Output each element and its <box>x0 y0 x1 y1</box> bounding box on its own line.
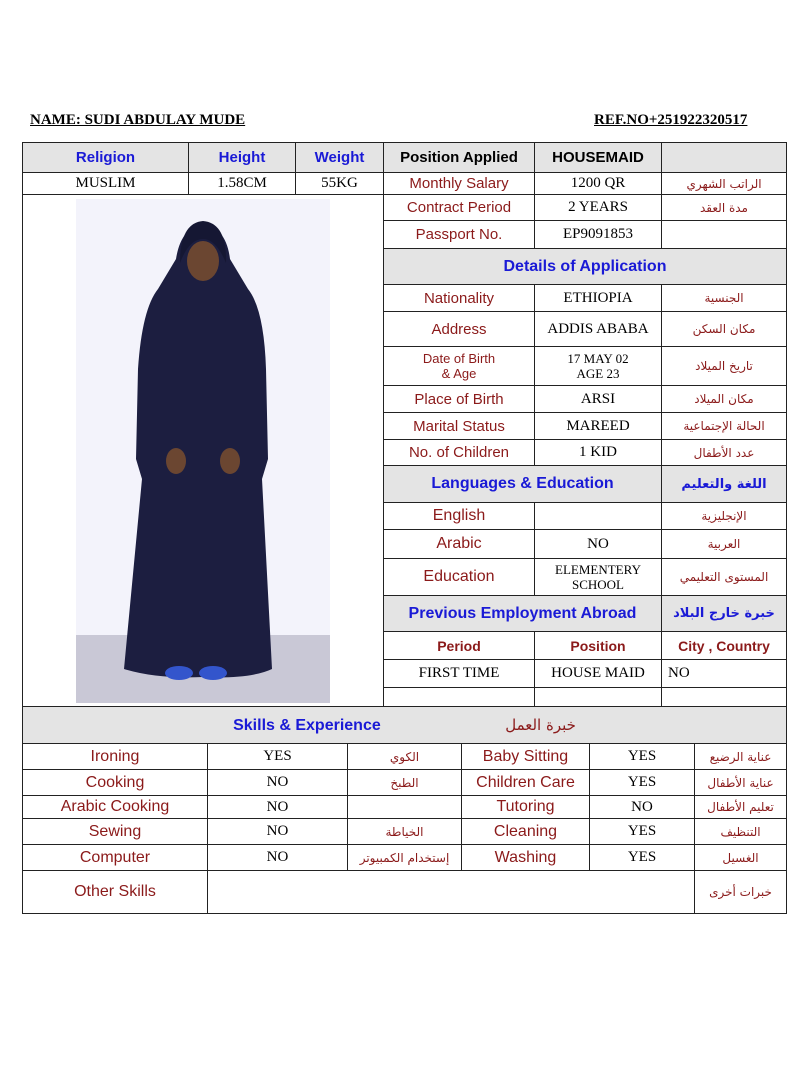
nationality-label: Nationality <box>384 285 535 312</box>
skills-header <box>23 707 787 744</box>
monthly-salary-arabic: الراتب الشهري <box>662 173 787 195</box>
english-label: English <box>384 503 535 530</box>
english-value <box>535 503 662 530</box>
skill-right-label: Tutoring <box>462 796 590 819</box>
height-value: 1.58CM <box>189 173 296 195</box>
skills-row <box>23 819 787 845</box>
skill-right-label: Baby Sitting <box>462 744 590 770</box>
contract-period-label: Contract Period <box>384 195 535 221</box>
other-skills-arabic: خبرات أخرى <box>695 871 787 914</box>
employment-city-header: City , Country <box>662 632 787 660</box>
skill-left-value: NO <box>208 770 348 796</box>
skill-left-label: Cooking <box>23 770 208 796</box>
skill-right-arabic: عناية الرضيع <box>695 744 787 770</box>
dob-label-line1: Date of Birth <box>422 351 496 366</box>
employment-title-arabic: خبرة خارج البلاد <box>662 596 787 632</box>
skills-table <box>22 706 787 914</box>
skill-left-label: Ironing <box>23 744 208 770</box>
monthly-salary-value: 1200 QR <box>535 173 662 195</box>
skills-row <box>23 796 787 819</box>
skill-right-arabic: الغسيل <box>695 845 787 871</box>
skill-left-arabic: إستخدام الكمبيوتر <box>348 845 462 871</box>
languages-title: Languages & Education <box>384 466 662 503</box>
employment-period-value: FIRST TIME <box>384 660 535 688</box>
marital-arabic: الحالة الإجتماعية <box>662 413 787 440</box>
skills-row <box>23 770 787 796</box>
employment-city-value: NO <box>662 660 787 688</box>
skills-row <box>23 845 787 871</box>
religion-label: Religion <box>23 143 189 173</box>
other-skills-value <box>208 871 695 914</box>
skill-right-arabic: التنظيف <box>695 819 787 845</box>
languages-title-arabic: اللغة والتعليم <box>662 466 787 503</box>
skill-left-value: NO <box>208 845 348 871</box>
skill-left-label: Arabic Cooking <box>23 796 208 819</box>
dob-date: 17 MAY 02 <box>567 351 629 366</box>
skill-right-value: NO <box>590 796 695 819</box>
weight-label: Weight <box>296 143 384 173</box>
reference-number: REF.NO+251922320517 <box>594 112 748 128</box>
passport-value: EP9091853 <box>535 221 662 249</box>
contract-period-arabic: مدة العقد <box>662 195 787 221</box>
skill-left-label: Computer <box>23 845 208 871</box>
skills-row <box>23 744 787 770</box>
education-label: Education <box>384 559 535 596</box>
arabic-label: Arabic <box>384 530 535 559</box>
skill-left-arabic: الخياطة <box>348 819 462 845</box>
employment-position-header: Position <box>535 632 662 660</box>
children-label: No. of Children <box>384 440 535 466</box>
age-value: AGE 23 <box>576 366 620 381</box>
nationality-arabic: الجنسية <box>662 285 787 312</box>
other-skills-label: Other Skills <box>23 871 208 914</box>
pob-arabic: مكان الميلاد <box>662 386 787 413</box>
nationality-value: ETHIOPIA <box>535 285 662 312</box>
children-arabic: عدد الأطفال <box>662 440 787 466</box>
skill-right-value: YES <box>590 845 695 871</box>
weight-value: 55KG <box>296 173 384 195</box>
dob-label-line2: & Age <box>441 366 477 381</box>
arabic-arabic: العربية <box>662 530 787 559</box>
education-value-line2: SCHOOL <box>571 577 624 592</box>
arabic-value: NO <box>535 530 662 559</box>
skill-left-arabic: الكوي <box>348 744 462 770</box>
monthly-salary-label: Monthly Salary <box>384 173 535 195</box>
candidate-photo <box>76 199 330 703</box>
details-title: Details of Application <box>384 249 787 285</box>
address-value: ADDIS ABABA <box>535 312 662 347</box>
skill-right-label: Cleaning <box>462 819 590 845</box>
address-label: Address <box>384 312 535 347</box>
skill-left-value: NO <box>208 796 348 819</box>
marital-value: MAREED <box>535 413 662 440</box>
skill-right-value: YES <box>590 819 695 845</box>
address-arabic: مكان السكن <box>662 312 787 347</box>
skill-left-arabic: الطبخ <box>348 770 462 796</box>
dob-arabic: تاريخ الميلاد <box>662 347 787 386</box>
skill-right-value: YES <box>590 770 695 796</box>
skill-right-value: YES <box>590 744 695 770</box>
skill-right-label: Washing <box>462 845 590 871</box>
passport-label: Passport No. <box>384 221 535 249</box>
employment-period-header: Period <box>384 632 535 660</box>
skill-right-label: Children Care <box>462 770 590 796</box>
skill-left-arabic <box>348 796 462 819</box>
education-value-line1: ELEMENTERY <box>555 562 641 577</box>
skills-title-arabic: خبرة العمل <box>505 715 576 734</box>
skill-left-value: NO <box>208 819 348 845</box>
passport-empty <box>662 221 787 249</box>
skill-right-arabic: عناية الأطفال <box>695 770 787 796</box>
height-label: Height <box>189 143 296 173</box>
education-value <box>535 559 662 596</box>
pob-value: ARSI <box>535 386 662 413</box>
marital-label: Marital Status <box>384 413 535 440</box>
pob-label: Place of Birth <box>384 386 535 413</box>
dob-value <box>535 347 662 386</box>
skill-left-label: Sewing <box>23 819 208 845</box>
position-applied-label: Position Applied <box>384 143 535 173</box>
skills-title: Skills & Experience <box>233 716 381 734</box>
contract-period-value: 2 YEARS <box>535 195 662 221</box>
english-arabic: الإنجليزية <box>662 503 787 530</box>
skill-left-value: YES <box>208 744 348 770</box>
profile-table <box>22 142 787 708</box>
employment-title: Previous Employment Abroad <box>384 596 662 632</box>
religion-value: MUSLIM <box>23 173 189 195</box>
position-applied-empty <box>662 143 787 173</box>
education-arabic: المستوى التعليمي <box>662 559 787 596</box>
employment-empty-2 <box>535 688 662 708</box>
employment-empty-3 <box>662 688 787 708</box>
employment-empty-1 <box>384 688 535 708</box>
position-applied-value: HOUSEMAID <box>535 143 662 173</box>
employment-position-value: HOUSE MAID <box>535 660 662 688</box>
candidate-name: NAME: SUDI ABDULAY MUDE <box>30 112 246 128</box>
children-value: 1 KID <box>535 440 662 466</box>
photo-cell <box>23 195 384 708</box>
dob-label <box>384 347 535 386</box>
skill-right-arabic: تعليم الأطفال <box>695 796 787 819</box>
